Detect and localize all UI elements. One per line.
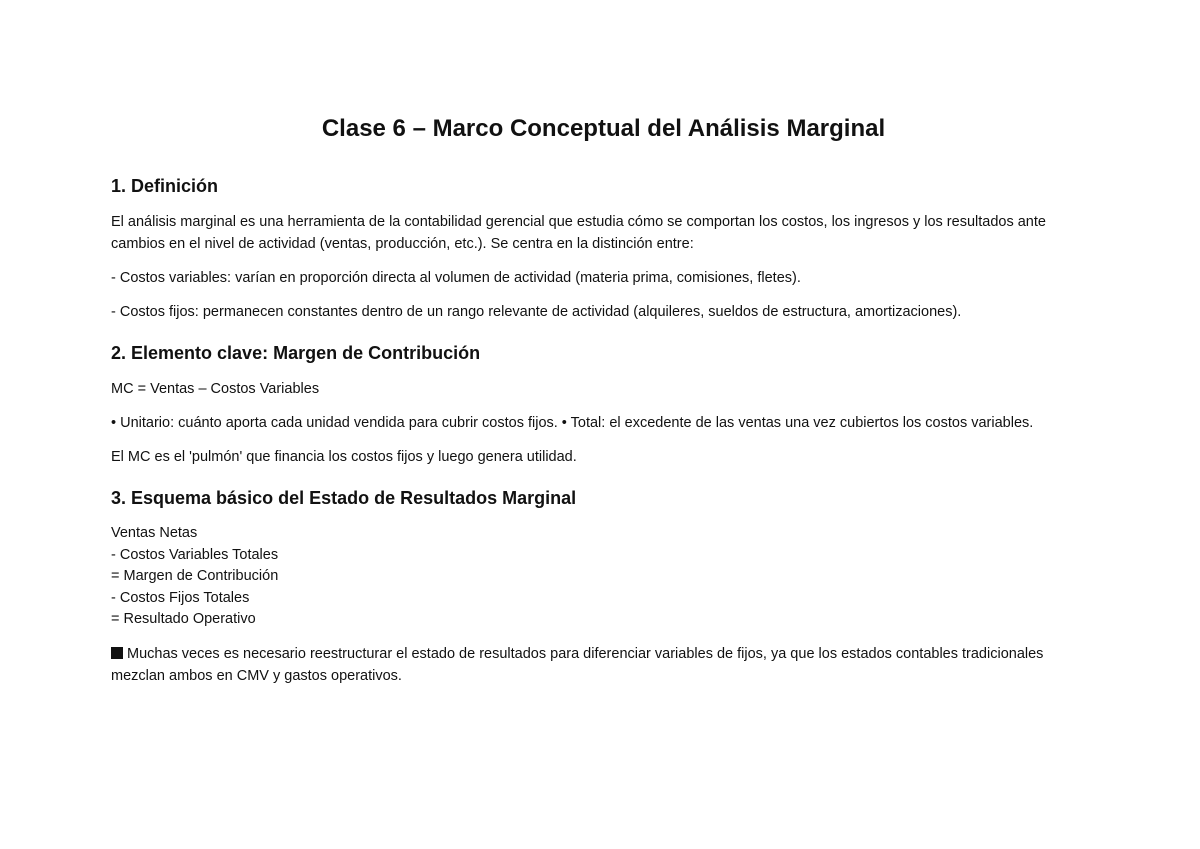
section-heading-margen: 2. Elemento clave: Margen de Contribución [111, 343, 481, 363]
income-statement-scheme [111, 523, 1096, 631]
definition-paragraph: El análisis marginal es una herramienta de la contabilidad gerencial que estudia cómo se comportan los costos, los ingresos y los resultados ante cambios en el nivel de actividad (ventas, producción, etc.). Se centra en la distinción entre: [111, 214, 1046, 252]
mc-formula: MC = Ventas – Costos Variables [111, 381, 320, 397]
scheme-line: Ventas Netas [111, 525, 198, 541]
section-heading-esquema: 3. Esquema básico del Estado de Resultados Marginal [111, 488, 577, 508]
section-heading-definicion: 1. Definición [111, 176, 219, 196]
document-content [111, 112, 1096, 699]
document-title: Clase 6 – Marco Conceptual del Análisis Marginal [321, 115, 886, 142]
scheme-line: - Costos Variables Totales [111, 546, 279, 563]
scheme-line: = Margen de Contribución [111, 568, 279, 585]
costos-fijos-item: - Costos fijos: permanecen constantes dentro de un rango relevante de actividad (alquileres, sueldos de estructura, amortizaciones). [111, 304, 962, 320]
costos-variables-item: - Costos variables: varían en proporción directa al volumen de actividad (materia prima, comisiones, fletes). [111, 270, 801, 286]
mc-pulmon-paragraph: El MC es el 'pulmón' que financia los costos fijos y luego genera utilidad. [111, 449, 577, 465]
note-paragraph [111, 643, 1096, 687]
mc-types-paragraph: • Unitario: cuánto aporta cada unidad vendida para cubrir costos fijos. • Total: el excedente de las ventas una vez cubiertos los costos variables. [111, 415, 1034, 431]
scheme-line: - Costos Fijos Totales [111, 589, 250, 606]
scheme-line: = Resultado Operativo [111, 611, 256, 628]
note-text: Muchas veces es necesario reestructurar el estado de resultados para diferenciar variables de fijos, ya que los estados contables tradicionales mezclan ambos en CMV y gastos operativos. [111, 645, 1044, 684]
black-square-icon [111, 647, 123, 659]
